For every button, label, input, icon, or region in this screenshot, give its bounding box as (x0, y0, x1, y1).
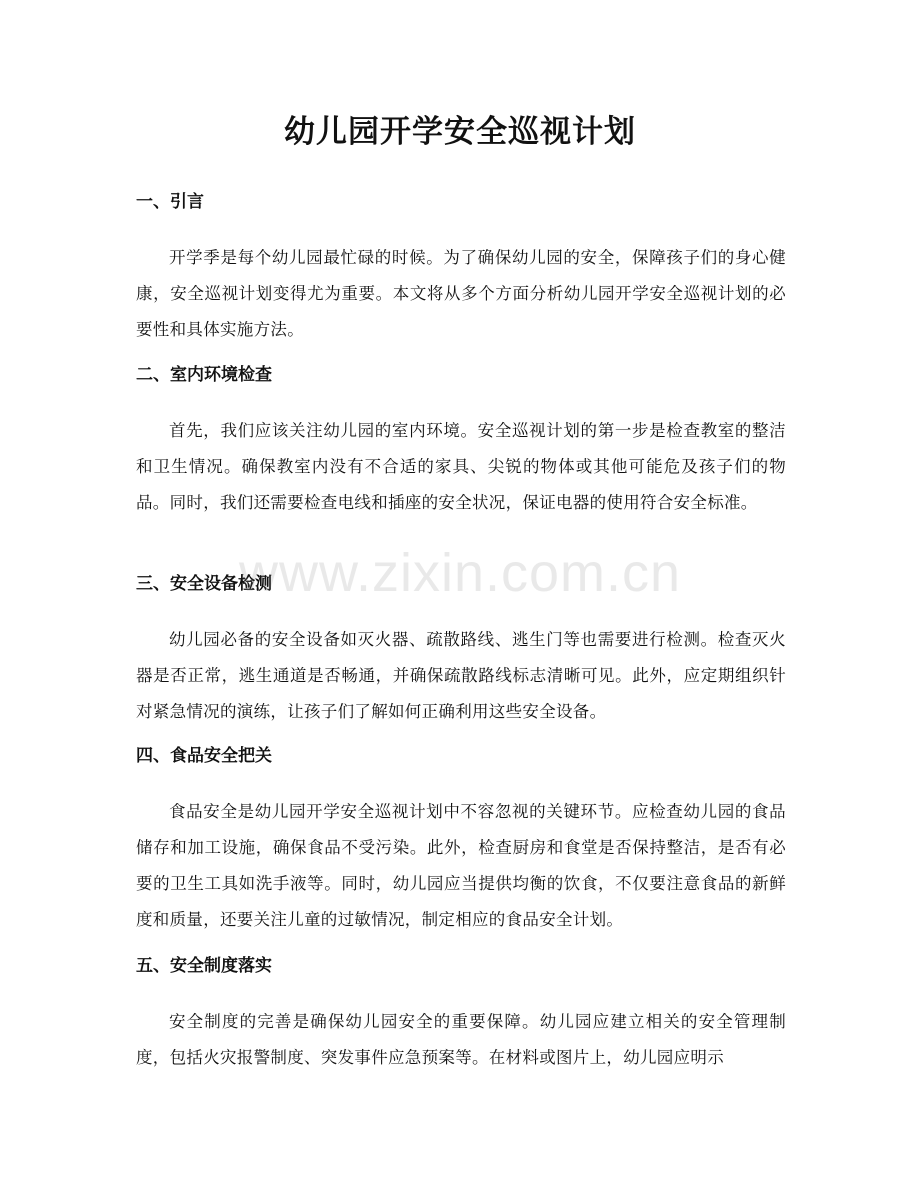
section-heading: 四、食品安全把关 (136, 746, 272, 766)
section-introduction (136, 188, 786, 348)
section-paragraph: 开学季是每个幼儿园最忙碌的时候。为了确保幼儿园的安全，保障孩子们的身心健康，安全巡视计划变得尤为重要。本文将从多个方面分析幼儿园开学安全巡视计划的必要性和具体实施方法。 (136, 248, 786, 339)
section-paragraph: 首先，我们应该关注幼儿园的室内环境。安全巡视计划的第一步是检查教室的整洁和卫生情况。确保教室内没有不合适的家具、尖锐的物体或其他可能危及孩子们的物品。同时，我们还需要检查电线和插座的安全状况，保证电器的使用符合安全标准。 (136, 421, 786, 512)
section-indoor-environment (136, 361, 786, 521)
section-heading: 一、引言 (136, 192, 204, 212)
section-heading: 三、安全设备检测 (136, 574, 272, 594)
section-heading: 五、安全制度落实 (136, 956, 272, 976)
watermark-text: www.zixin.com.cn (238, 543, 682, 603)
section-paragraph: 食品安全是幼儿园开学安全巡视计划中不容忽视的关键环节。应检查幼儿园的食品储存和加工设施，确保食品不受污染。此外，检查厨房和食堂是否保持整洁，是否有必要的卫生工具如洗手液等。同时，幼儿园应当提供均衡的饮食，不仅要注意食品的新鲜度和质量，还要关注儿童的过敏情况，制定相应的食品安全计划。 (136, 802, 786, 929)
section-paragraph: 幼儿园必备的安全设备如灭火器、疏散路线、逃生门等也需要进行检测。检查灭火器是否正常，逃生通道是否畅通，并确保疏散路线标志清晰可见。此外，应定期组织针对紧急情况的演练，让孩子们了解如何正确利用这些安全设备。 (136, 630, 786, 721)
document-title: 幼儿园开学安全巡视计划 (284, 114, 636, 150)
section-heading: 二、室内环境检查 (136, 365, 272, 385)
section-paragraph: 安全制度的完善是确保幼儿园安全的重要保障。幼儿园应建立相关的安全管理制度，包括火灾报警制度、突发事件应急预案等。在材料或图片上，幼儿园应明示 (136, 1012, 786, 1067)
section-safety-system (136, 952, 786, 1076)
section-food-safety (136, 742, 786, 938)
section-safety-equipment (136, 570, 786, 730)
